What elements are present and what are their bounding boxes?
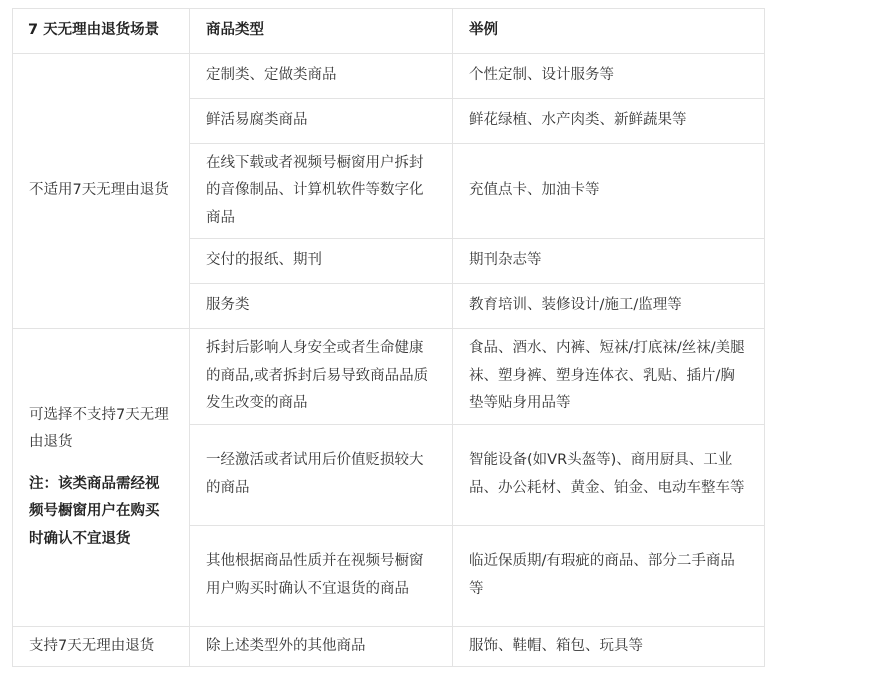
table-row (13, 626, 765, 667)
product-type-cell: 定制类、定做类商品 (190, 53, 453, 98)
table-row (13, 53, 765, 98)
product-type-cell: 拆封后影响人身安全或者生命健康的商品,或者拆封后易导致商品品质发生改变的商品 (190, 329, 453, 425)
product-type-cell: 一经激活或者试用后价值贬损较大的商品 (190, 424, 453, 525)
example-cell: 教育培训、装修设计/施工/监理等 (453, 284, 765, 329)
example-cell: 个性定制、设计服务等 (453, 53, 765, 98)
scenario-cell-not-applicable (13, 53, 190, 329)
scenario-note: 注：该类商品需经视频号橱窗用户在购买时确认不宜退货 (29, 475, 160, 547)
header-product-type: 商品类型 (190, 9, 453, 54)
header-example: 举例 (453, 9, 765, 54)
product-type-cell: 交付的报纸、期刊 (190, 239, 453, 284)
product-type-cell: 除上述类型外的其他商品 (190, 626, 453, 667)
product-type-cell: 服务类 (190, 284, 453, 329)
product-type-cell: 鲜活易腐类商品 (190, 98, 453, 143)
scenario-label: 不适用7天无理由退货 (29, 182, 169, 198)
example-cell: 临近保质期/有瑕疵的商品、部分二手商品等 (453, 525, 765, 626)
scenario-cell-supported: 支持7天无理由退货 (13, 626, 190, 667)
product-type-cell: 在线下载或者视频号橱窗用户拆封的音像制品、计算机软件等数字化商品 (190, 143, 453, 239)
table-header-row (13, 9, 765, 54)
scenario-label: 可选择不支持7天无理由退货 (29, 406, 169, 450)
example-cell: 期刊杂志等 (453, 239, 765, 284)
product-type-cell: 其他根据商品性质并在视频号橱窗用户购买时确认不宜退货的商品 (190, 525, 453, 626)
example-cell: 食品、酒水、内裤、短袜/打底袜/丝袜/美腿袜、塑身裤、塑身连体衣、乳贴、插片/胸垫等贴身用品等 (453, 329, 765, 425)
header-scenario: 7 天无理由退货场景 (13, 9, 190, 54)
return-policy-table (12, 8, 765, 667)
scenario-cell-optional (13, 329, 190, 627)
example-cell: 充值点卡、加油卡等 (453, 143, 765, 239)
example-cell: 鲜花绿植、水产肉类、新鲜蔬果等 (453, 98, 765, 143)
example-cell: 智能设备(如VR头盔等)、商用厨具、工业品、办公耗材、黄金、铂金、电动车整车等 (453, 424, 765, 525)
table-row (13, 329, 765, 425)
example-cell: 服饰、鞋帽、箱包、玩具等 (453, 626, 765, 667)
